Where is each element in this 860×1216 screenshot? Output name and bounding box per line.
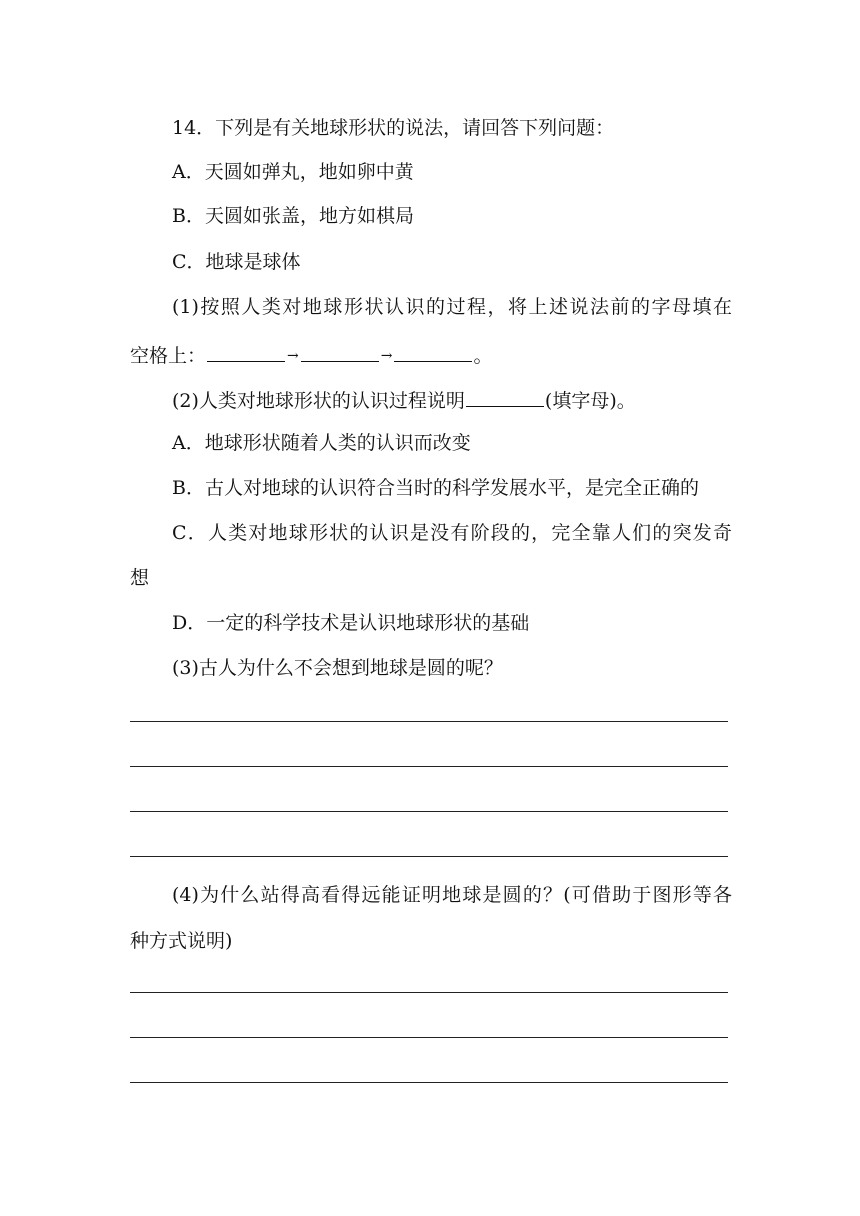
arrow-icon: → bbox=[287, 348, 299, 364]
part2-option-c: C．人类对地球形状的认识是没有阶段的，完全靠人们的突发奇 bbox=[172, 522, 732, 544]
answer-blank-1[interactable] bbox=[207, 341, 285, 362]
answer-blank-3[interactable] bbox=[394, 341, 472, 362]
part1-blanks-row bbox=[130, 341, 730, 368]
part1-prompt: (1)按照人类对地球形状认识的过程，将上述说法前的字母填在 bbox=[172, 296, 732, 318]
part2-prompt bbox=[172, 386, 732, 413]
part2-suffix: (填字母)。 bbox=[544, 390, 636, 412]
answer-line[interactable] bbox=[130, 1037, 728, 1038]
arrow-icon: → bbox=[380, 348, 393, 364]
answer-line[interactable] bbox=[130, 1082, 728, 1083]
answer-line[interactable] bbox=[130, 721, 728, 722]
part2-prefix: (2)人类对地球形状的认识过程说明 bbox=[172, 390, 465, 412]
part2-option-d: D．一定的科学技术是认识地球形状的基础 bbox=[172, 612, 530, 634]
part2-option-c-continued: 想 bbox=[130, 567, 150, 589]
answer-line[interactable] bbox=[130, 856, 728, 857]
answer-line[interactable] bbox=[130, 766, 728, 767]
answer-line[interactable] bbox=[130, 992, 728, 993]
part1-prefix: 空格上： bbox=[130, 345, 207, 367]
part4-prompt-continued: 种方式说明) bbox=[130, 930, 233, 952]
part1-end: 。 bbox=[473, 345, 493, 367]
part2-option-a: A．地球形状随着人类的认识而改变 bbox=[172, 432, 471, 454]
part3-prompt: (3)古人为什么不会想到地球是圆的呢？ bbox=[172, 657, 503, 679]
answer-line[interactable] bbox=[130, 811, 728, 812]
answer-blank-2[interactable] bbox=[301, 341, 379, 362]
question-intro: 14．下列是有关地球形状的说法，请回答下列问题： bbox=[172, 117, 615, 139]
option-b: B．天圆如张盖，地方如棋局 bbox=[172, 205, 414, 227]
option-a: A．天圆如弹丸，地如卵中黄 bbox=[172, 161, 414, 183]
option-c: C．地球是球体 bbox=[172, 251, 301, 273]
answer-blank-4[interactable] bbox=[466, 386, 544, 407]
part4-prompt: (4)为什么站得高看得远能证明地球是圆的？(可借助于图形等各 bbox=[172, 884, 732, 906]
part2-option-b: B．古人对地球的认识符合当时的科学发展水平，是完全正确的 bbox=[172, 477, 699, 499]
